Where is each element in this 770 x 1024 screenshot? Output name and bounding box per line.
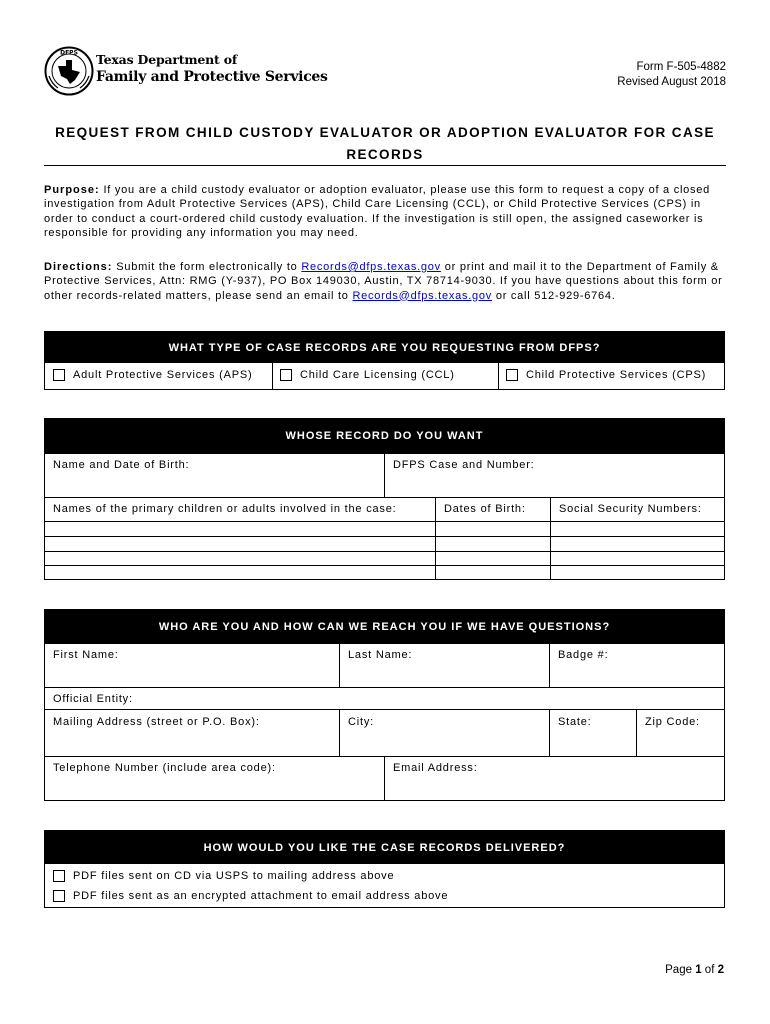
title-line-1: REQUEST FROM CHILD CUSTODY EVALUATOR OR ADOPTION EVALUATOR FOR CASE xyxy=(55,125,715,140)
dfps-seal-logo xyxy=(44,46,94,96)
form-title xyxy=(44,122,726,166)
total-pages: 2 xyxy=(717,964,724,976)
ssn-label: Social Security Numbers: xyxy=(559,503,702,515)
divider xyxy=(498,363,499,390)
delivery-option-cd-label: PDF files sent on CD via USPS to mailing address above xyxy=(73,870,395,882)
divider xyxy=(45,521,724,522)
agency-name xyxy=(96,52,328,85)
whose-record-heading: WHOSE RECORD DO YOU WANT xyxy=(45,419,724,453)
option-cps-label: Child Protective Services (CPS) xyxy=(526,369,707,381)
last-name-field[interactable]: Last Name: xyxy=(348,649,413,661)
directions-text-2: or print and mail it to the Department of Family & Protective Services, Attn: RMG (Y-937), PO Box 149030, Austin, TX 78714-9030. If you have questions about this form or other records-related matters, please send an email to xyxy=(44,261,723,302)
divider xyxy=(45,565,724,566)
ccl-checkbox[interactable] xyxy=(280,369,292,381)
option-aps-label: Adult Protective Services (APS) xyxy=(73,369,253,381)
delivery-option-email[interactable] xyxy=(53,890,448,902)
name-dob-field[interactable]: Name and Date of Birth: xyxy=(53,459,190,471)
dates-of-birth-label: Dates of Birth: xyxy=(444,503,526,515)
badge-field[interactable]: Badge #: xyxy=(558,649,609,661)
whose-record-section xyxy=(44,418,725,580)
form-number: Form F-505-4882 xyxy=(636,61,726,73)
delivery-option-email-label: PDF files sent as an encrypted attachment to email address above xyxy=(73,890,449,902)
cps-checkbox[interactable] xyxy=(506,369,518,381)
delivery-section xyxy=(44,830,725,908)
agency-line-1: Texas Department of xyxy=(96,52,238,67)
directions-text-3: or call 512-929-6764. xyxy=(495,289,616,302)
purpose-paragraph xyxy=(44,183,726,240)
form-number-block xyxy=(617,60,726,90)
requester-heading: WHO ARE YOU AND HOW CAN WE REACH YOU IF WE HAVE QUESTIONS? xyxy=(45,610,724,643)
purpose-text: If you are a child custody evaluator or adoption evaluator, please use this form to request a copy of a closed investigation from Adult Protective Services (APS), Child Care Licensing (CCL), or Child Protective Services (CPS) in order to conduct a court-ordered child custody evaluation. If the investigation is still open, the assigned caseworker is responsible for providing any information you may need. xyxy=(44,184,711,239)
email-checkbox[interactable] xyxy=(53,890,65,902)
option-ccl-label: Child Care Licensing (CCL) xyxy=(300,369,455,381)
aps-checkbox[interactable] xyxy=(53,369,65,381)
directions-label: Directions: xyxy=(44,261,113,273)
divider xyxy=(272,363,273,390)
case-number-field[interactable]: DFPS Case and Number: xyxy=(393,459,535,471)
option-ccl[interactable] xyxy=(280,369,455,381)
city-field[interactable]: City: xyxy=(348,716,374,728)
header xyxy=(44,44,726,100)
title-divider xyxy=(44,165,726,166)
zip-code-field[interactable]: Zip Code: xyxy=(645,716,700,728)
mailing-address-field[interactable]: Mailing Address (street or P.O. Box): xyxy=(53,716,260,728)
option-cps[interactable] xyxy=(506,369,706,381)
names-involved-label: Names of the primary children or adults involved in the case: xyxy=(53,503,397,515)
agency-line-2: Family and Protective Services xyxy=(96,69,328,85)
record-type-section xyxy=(44,331,725,390)
directions-text-1: Submit the form electronically to xyxy=(116,261,298,273)
email-address-field[interactable]: Email Address: xyxy=(393,762,478,774)
current-page: 1 xyxy=(695,964,702,976)
first-name-field[interactable]: First Name: xyxy=(53,649,119,661)
records-email-link-1[interactable]: Records@dfps.texas.gov xyxy=(301,261,441,273)
purpose-label: Purpose: xyxy=(44,184,100,196)
svg-text:DFPS: DFPS xyxy=(60,49,78,57)
delivery-option-cd[interactable] xyxy=(53,870,394,882)
directions-paragraph xyxy=(44,260,726,303)
state-field[interactable]: State: xyxy=(558,716,592,728)
revised-date: Revised August 2018 xyxy=(617,76,726,88)
title-line-2: RECORDS xyxy=(346,147,424,162)
records-email-link-2[interactable]: Records@dfps.texas.gov xyxy=(352,289,493,302)
divider xyxy=(45,536,724,537)
telephone-field[interactable]: Telephone Number (include area code): xyxy=(53,762,276,774)
official-entity-field[interactable]: Official Entity: xyxy=(53,693,133,705)
page-number xyxy=(665,964,724,976)
page-word: Page xyxy=(665,964,692,976)
divider xyxy=(45,551,724,552)
delivery-heading: HOW WOULD YOU LIKE THE CASE RECORDS DELIVERED? xyxy=(45,831,724,864)
record-type-heading: WHAT TYPE OF CASE RECORDS ARE YOU REQUESTING FROM DFPS? xyxy=(45,332,724,363)
cd-checkbox[interactable] xyxy=(53,870,65,882)
requester-section xyxy=(44,609,725,801)
of-word: of xyxy=(704,964,715,976)
option-aps[interactable] xyxy=(53,369,252,381)
